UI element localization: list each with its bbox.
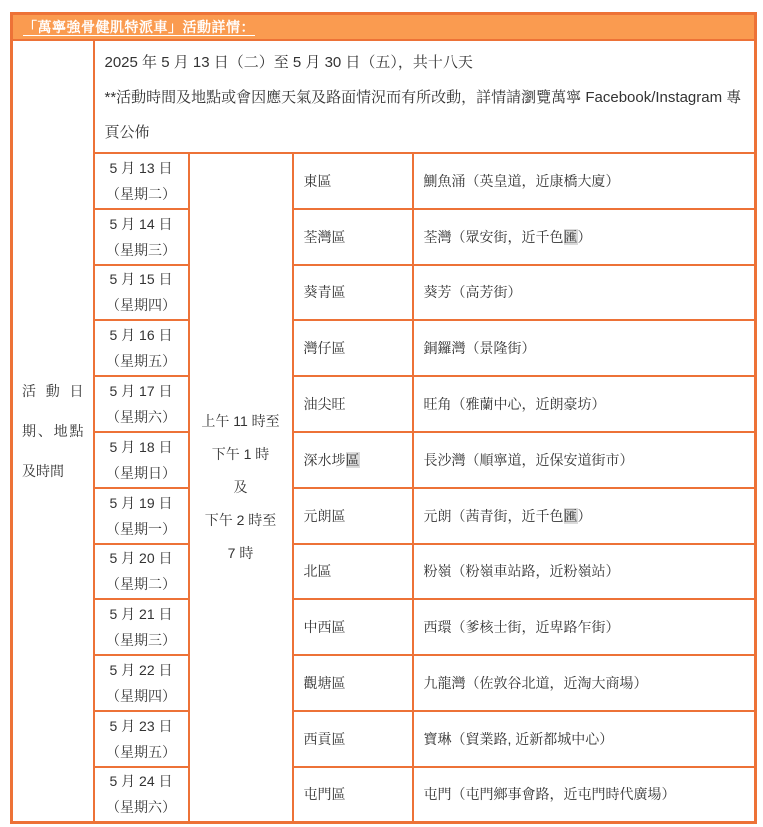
date-cell <box>94 767 189 823</box>
date-text: 5 月 16 日 <box>109 327 173 344</box>
schedule-row <box>12 209 756 265</box>
schedule-row <box>12 265 756 321</box>
table-title <box>12 14 756 41</box>
highlighted-char: 區 <box>345 451 360 468</box>
district-cell: 深水埗區 <box>293 432 413 488</box>
location-cell: 九龍灣（佐敦谷北道，近淘大商場） <box>413 655 756 711</box>
schedule-row <box>12 432 756 488</box>
title-row <box>12 14 756 41</box>
district-cell: 油尖旺 <box>293 376 413 432</box>
weekday-text: （星期三） <box>106 241 176 258</box>
highlighted-char: 匯 <box>563 507 578 524</box>
date-text: 5 月 24 日 <box>109 773 173 790</box>
date-text: 5 月 15 日 <box>109 271 173 288</box>
weekday-text: （星期四） <box>106 688 176 705</box>
schedule-row <box>12 544 756 600</box>
date-cell <box>94 655 189 711</box>
location-cell: 西環（爹核士街，近卑路乍街） <box>413 599 756 655</box>
date-cell <box>94 544 189 600</box>
weekday-text: （星期二） <box>106 185 176 202</box>
location-cell: 荃灣（眾安街，近千色匯） <box>413 209 756 265</box>
info-row <box>12 40 756 153</box>
date-cell <box>94 320 189 376</box>
event-note: **活動時間及地點或會因應天氣及路面情況而有所改動，詳情請瀏覽萬寧 Facebook/Instagram 專頁公佈 <box>104 89 742 141</box>
date-text: 5 月 17 日 <box>109 383 173 400</box>
date-cell <box>94 711 189 767</box>
district-cell: 荃灣區 <box>293 209 413 265</box>
location-cell: 鰂魚涌（英皇道，近康橋大廈） <box>413 153 756 209</box>
time-line: 下午 2 時至 <box>204 512 277 529</box>
schedule-row <box>12 767 756 823</box>
district-cell: 觀塘區 <box>293 655 413 711</box>
time-cell <box>189 153 293 823</box>
schedule-row <box>12 153 756 209</box>
district-cell: 葵青區 <box>293 265 413 321</box>
schedule-row <box>12 488 756 544</box>
district-cell: 北區 <box>293 544 413 600</box>
weekday-text: （星期三） <box>106 632 176 649</box>
location-cell: 元朗（茜青街，近千色匯） <box>413 488 756 544</box>
date-text: 5 月 14 日 <box>109 215 173 232</box>
location-cell: 粉嶺（粉嶺車站路，近粉嶺站） <box>413 544 756 600</box>
location-cell: 屯門（屯門鄉事會路，近屯門時代廣場） <box>413 767 756 823</box>
table-title-text: 「萬寧強骨健肌特派車」活動詳情： <box>23 19 255 35</box>
date-cell <box>94 599 189 655</box>
schedule-row <box>12 320 756 376</box>
location-cell: 寶琳（貿業路, 近新都城中心） <box>413 711 756 767</box>
date-text: 5 月 23 日 <box>109 717 173 734</box>
schedule-row <box>12 711 756 767</box>
location-cell: 旺角（雅蘭中心，近朗豪坊） <box>413 376 756 432</box>
row-header-date-location-time <box>12 40 94 823</box>
time-line: 7 時 <box>227 545 254 562</box>
schedule-row <box>12 376 756 432</box>
date-cell <box>94 153 189 209</box>
date-cell <box>94 488 189 544</box>
date-cell <box>94 209 189 265</box>
row-header-text: 活動日期、地點及時間 <box>22 383 84 480</box>
district-cell: 屯門區 <box>293 767 413 823</box>
date-cell <box>94 432 189 488</box>
time-line: 上午 11 時至 <box>201 413 280 430</box>
location-cell: 葵芳（高芳街） <box>413 265 756 321</box>
weekday-text: （星期日） <box>106 464 176 481</box>
location-cell: 長沙灣（順寧道，近保安道街市） <box>413 432 756 488</box>
weekday-text: （星期二） <box>106 576 176 593</box>
district-cell: 西貢區 <box>293 711 413 767</box>
date-cell <box>94 376 189 432</box>
district-cell: 元朗區 <box>293 488 413 544</box>
weekday-text: （星期四） <box>106 297 176 314</box>
district-cell: 灣仔區 <box>293 320 413 376</box>
location-cell: 銅鑼灣（景隆街） <box>413 320 756 376</box>
district-cell: 中西區 <box>293 599 413 655</box>
date-text: 5 月 18 日 <box>109 438 173 455</box>
event-details-table <box>10 12 757 824</box>
date-text: 5 月 22 日 <box>109 662 173 679</box>
district-cell: 東區 <box>293 153 413 209</box>
time-line: 下午 1 時 <box>211 446 270 463</box>
event-period-info <box>94 40 756 153</box>
weekday-text: （星期六） <box>106 409 176 426</box>
date-text: 5 月 21 日 <box>109 606 173 623</box>
schedule-row <box>12 655 756 711</box>
weekday-text: （星期五） <box>106 353 176 370</box>
date-text: 5 月 20 日 <box>109 550 173 567</box>
date-text: 5 月 13 日 <box>109 159 173 176</box>
date-cell <box>94 265 189 321</box>
weekday-text: （星期五） <box>106 743 176 760</box>
schedule-row <box>12 599 756 655</box>
weekday-text: （星期六） <box>106 799 176 816</box>
weekday-text: （星期一） <box>106 520 176 537</box>
event-period: 2025 年 5 月 13 日（二）至 5 月 30 日（五），共十八天 <box>104 54 473 71</box>
time-line: 及 <box>233 479 248 496</box>
date-text: 5 月 19 日 <box>109 494 173 511</box>
highlighted-char: 匯 <box>563 228 578 245</box>
